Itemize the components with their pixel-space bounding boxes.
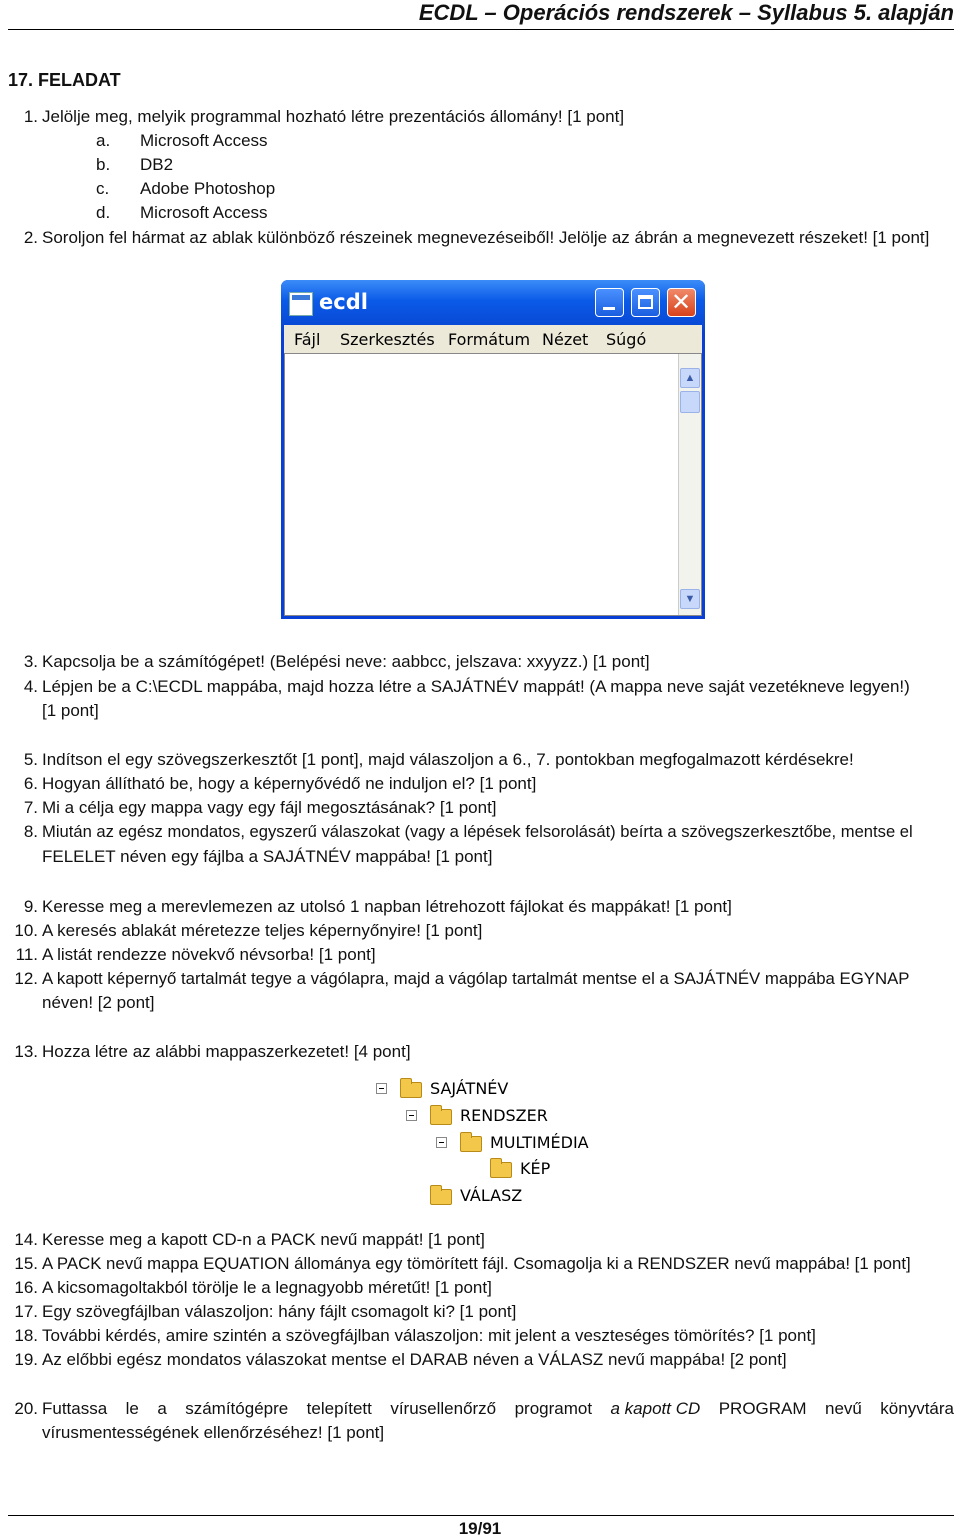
header-divider: [8, 29, 954, 30]
scroll-up-button[interactable]: ▲: [680, 368, 700, 388]
tree-node-multimedia[interactable]: MULTIMÉDIA: [436, 1132, 596, 1154]
page-header: ECDL – Operációs rendszerek – Syllabus 5. alapján: [418, 0, 954, 25]
text-area[interactable]: [284, 353, 702, 616]
folder-icon: [400, 1082, 422, 1098]
scroll-down-button[interactable]: ▼: [680, 589, 700, 609]
footer-divider: [8, 1515, 954, 1516]
window-title: ecdl: [319, 290, 368, 314]
minimize-icon: [603, 307, 615, 310]
menu-bar: [284, 325, 702, 353]
folder-icon: [490, 1162, 512, 1178]
maximize-icon: [638, 295, 653, 309]
question-20: 20. Futtassa le a számítógépre telepített vírusellenőrző programot a kapott CD PROGRAM nevű könyvtára: [14, 1399, 954, 1418]
close-button[interactable]: [667, 288, 696, 317]
minimize-button[interactable]: [595, 288, 624, 317]
menu-file[interactable]: Fájl: [294, 330, 321, 349]
task-title: 17. FELADAT: [8, 70, 121, 90]
folder-icon: [430, 1189, 452, 1205]
menu-help[interactable]: Súgó: [606, 330, 647, 349]
window-illustration: [281, 280, 705, 619]
notepad-icon: [289, 292, 313, 316]
tree-node-valasz[interactable]: VÁLASZ: [406, 1185, 546, 1207]
question-20-text: Futtassa le a számítógépre telepített vírusellenőrző programot a kapott CD PROGRAM nevű könyvtára: [42, 1399, 954, 1418]
vertical-scrollbar[interactable]: [678, 354, 701, 615]
folder-icon: [460, 1136, 482, 1152]
close-icon: ✕: [671, 288, 692, 316]
collapse-icon[interactable]: [376, 1083, 387, 1094]
folder-icon: [430, 1109, 452, 1125]
tree-node-sajatnev[interactable]: SAJÁTNÉV: [376, 1078, 536, 1100]
menu-format[interactable]: Formátum: [448, 330, 531, 349]
collapse-icon[interactable]: [436, 1137, 447, 1148]
page-number: 19/91: [458, 1519, 502, 1538]
menu-edit[interactable]: Szerkesztés: [340, 330, 435, 349]
tree-node-rendszer[interactable]: RENDSZER: [406, 1105, 566, 1127]
collapse-icon[interactable]: [406, 1110, 417, 1121]
menu-view[interactable]: Nézet: [542, 330, 589, 349]
tree-node-kep[interactable]: KÉP: [466, 1158, 586, 1180]
maximize-button[interactable]: [631, 288, 660, 317]
scroll-thumb[interactable]: [680, 391, 700, 413]
